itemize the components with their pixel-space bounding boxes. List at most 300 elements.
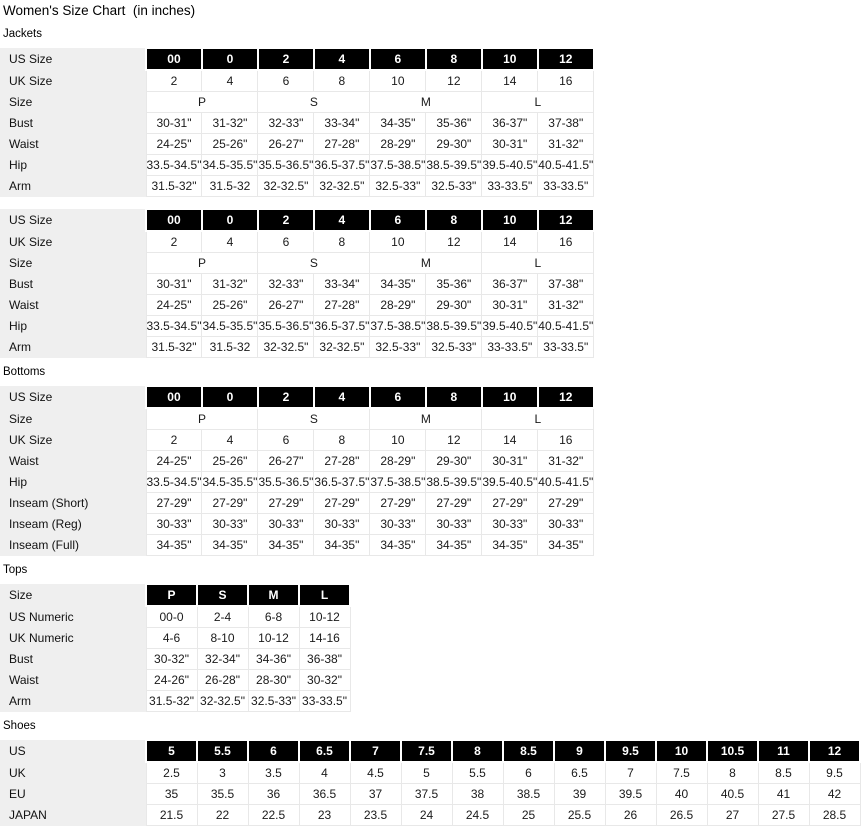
- size-value-cell: 39.5-40.5": [482, 316, 538, 337]
- size-value-cell: 26.5: [656, 805, 707, 826]
- size-value-cell: 35.5-36.5": [258, 472, 314, 493]
- size-value-cell: 4: [202, 231, 258, 253]
- size-value-cell: 27-29": [258, 493, 314, 514]
- size-value-cell: 37-38": [538, 113, 594, 134]
- size-value-cell: 40.5-41.5": [538, 472, 594, 493]
- table-row: [0, 408, 594, 430]
- table-row: [0, 134, 594, 155]
- size-value-cell: 37.5-38.5": [370, 472, 426, 493]
- size-value-cell: M: [370, 92, 482, 113]
- size-value-cell: 10: [370, 231, 426, 253]
- size-value-cell: 30-33": [426, 514, 482, 535]
- row-label: Waist: [0, 134, 146, 155]
- size-value-cell: 4-6: [146, 628, 197, 649]
- size-value-cell: 22.5: [248, 805, 299, 826]
- size-value-cell: 2: [146, 430, 202, 451]
- size-header-cell: 12: [538, 48, 594, 70]
- size-value-cell: 34-35": [538, 535, 594, 556]
- size-value-cell: 31-32": [202, 113, 258, 134]
- size-value-cell: 4: [202, 70, 258, 92]
- row-label: Arm: [0, 176, 146, 197]
- size-value-cell: 39.5-40.5": [482, 472, 538, 493]
- size-header-cell: 5.5: [197, 740, 248, 762]
- size-value-cell: 34-36": [248, 649, 299, 670]
- size-value-cell: 12: [426, 430, 482, 451]
- row-label: JAPAN: [0, 805, 146, 826]
- size-value-cell: 30-31": [482, 451, 538, 472]
- page-title: Women's Size Chart (in inches): [3, 3, 196, 18]
- size-value-cell: L: [482, 92, 594, 113]
- size-value-cell: 21.5: [146, 805, 197, 826]
- row-label: UK Size: [0, 70, 146, 92]
- size-value-cell: 32-33": [258, 113, 314, 134]
- size-value-cell: 5: [401, 762, 452, 784]
- size-value-cell: 31.5-32": [146, 176, 202, 197]
- table-row: [0, 231, 594, 253]
- size-value-cell: 28.5: [809, 805, 860, 826]
- size-value-cell: 28-30": [248, 670, 299, 691]
- size-value-cell: 12: [426, 70, 482, 92]
- size-value-cell: 25.5: [554, 805, 605, 826]
- size-value-cell: 00-0: [146, 606, 197, 628]
- size-value-cell: 24-26": [146, 670, 197, 691]
- size-value-cell: 27-28": [314, 134, 370, 155]
- size-value-cell: 37: [350, 784, 401, 805]
- size-value-cell: 27-28": [314, 451, 370, 472]
- shoes-size-table: [0, 739, 861, 826]
- size-header-cell: M: [248, 584, 299, 606]
- size-header-cell: 12: [538, 386, 594, 408]
- size-header-cell: 0: [202, 209, 258, 231]
- size-value-cell: 30-33": [314, 514, 370, 535]
- size-header-cell: 8: [426, 386, 482, 408]
- size-value-cell: 34-35": [370, 535, 426, 556]
- size-value-cell: 22: [197, 805, 248, 826]
- size-value-cell: 8: [314, 231, 370, 253]
- size-value-cell: 8: [314, 70, 370, 92]
- size-value-cell: 27.5: [758, 805, 809, 826]
- size-value-cell: 37.5: [401, 784, 452, 805]
- size-value-cell: 6: [258, 70, 314, 92]
- tops-size-table: [0, 583, 351, 712]
- table-row: [0, 649, 350, 670]
- size-header-cell: 00: [146, 209, 202, 231]
- size-value-cell: L: [482, 408, 594, 430]
- size-header-cell: S: [197, 584, 248, 606]
- table-row: [0, 784, 860, 805]
- size-value-cell: 32-32.5": [258, 337, 314, 358]
- size-value-cell: 14-16: [299, 628, 350, 649]
- size-value-cell: 8: [707, 762, 758, 784]
- size-value-cell: 32.5-33": [370, 337, 426, 358]
- size-header-cell: 00: [146, 48, 202, 70]
- size-value-cell: 23.5: [350, 805, 401, 826]
- size-value-cell: 32.5-33": [248, 691, 299, 712]
- size-value-cell: 24.5: [452, 805, 503, 826]
- section-jackets: [0, 28, 861, 358]
- size-value-cell: 14: [482, 231, 538, 253]
- jackets-size-table-2: [0, 208, 595, 358]
- size-value-cell: 31-32": [538, 295, 594, 316]
- size-header-cell: 2: [258, 209, 314, 231]
- size-value-cell: 6: [258, 231, 314, 253]
- row-label: US Size: [0, 48, 146, 70]
- size-value-cell: 2-4: [197, 606, 248, 628]
- size-value-cell: 32.5-33": [426, 176, 482, 197]
- table-row: [0, 48, 594, 70]
- size-value-cell: 3.5: [248, 762, 299, 784]
- size-value-cell: 6: [258, 430, 314, 451]
- size-header-cell: 10: [482, 386, 538, 408]
- size-value-cell: 30-33": [202, 514, 258, 535]
- size-value-cell: 37.5-38.5": [370, 155, 426, 176]
- size-value-cell: 8-10: [197, 628, 248, 649]
- size-value-cell: 26-27": [258, 451, 314, 472]
- size-value-cell: 40.5: [707, 784, 758, 805]
- size-value-cell: 42: [809, 784, 860, 805]
- size-value-cell: 32-32.5": [314, 176, 370, 197]
- row-label: UK Size: [0, 231, 146, 253]
- size-header-cell: 12: [809, 740, 860, 762]
- size-value-cell: 36.5: [299, 784, 350, 805]
- size-value-cell: 32-33": [258, 274, 314, 295]
- table-row: [0, 740, 860, 762]
- size-header-cell: 10: [482, 209, 538, 231]
- size-header-cell: 6: [370, 209, 426, 231]
- row-label: Hip: [0, 316, 146, 337]
- table-row: [0, 762, 860, 784]
- size-header-cell: 0: [202, 48, 258, 70]
- table-row: [0, 691, 350, 712]
- size-value-cell: 10: [370, 70, 426, 92]
- size-value-cell: 34-35": [426, 535, 482, 556]
- size-value-cell: 27-29": [426, 493, 482, 514]
- size-value-cell: 34-35": [370, 113, 426, 134]
- size-value-cell: 38.5: [503, 784, 554, 805]
- table-row: [0, 316, 594, 337]
- table-row: [0, 493, 594, 514]
- size-header-cell: 0: [202, 386, 258, 408]
- size-value-cell: 35.5: [197, 784, 248, 805]
- size-value-cell: 9.5: [809, 762, 860, 784]
- size-value-cell: 38.5-39.5": [426, 316, 482, 337]
- size-value-cell: 28-29": [370, 451, 426, 472]
- table-row: [0, 274, 594, 295]
- section-bottoms: [0, 366, 861, 556]
- table-row: [0, 70, 594, 92]
- row-label: US Numeric: [0, 606, 146, 628]
- size-value-cell: 41: [758, 784, 809, 805]
- size-value-cell: 34.5-35.5": [202, 155, 258, 176]
- size-value-cell: 30-31": [482, 295, 538, 316]
- size-value-cell: 7.5: [656, 762, 707, 784]
- size-value-cell: 39.5-40.5": [482, 155, 538, 176]
- size-header-cell: 10.5: [707, 740, 758, 762]
- size-value-cell: 4.5: [350, 762, 401, 784]
- size-value-cell: 29-30": [426, 134, 482, 155]
- size-value-cell: 35-36": [426, 274, 482, 295]
- size-value-cell: 33-34": [314, 274, 370, 295]
- size-header-cell: 4: [314, 386, 370, 408]
- size-value-cell: 25-26": [202, 451, 258, 472]
- table-row: [0, 209, 594, 231]
- table-row: [0, 628, 350, 649]
- size-value-cell: 6-8: [248, 606, 299, 628]
- size-header-cell: L: [299, 584, 350, 606]
- row-label: US: [0, 740, 146, 762]
- size-value-cell: 31-32": [202, 274, 258, 295]
- size-value-cell: 30-33": [538, 514, 594, 535]
- size-header-cell: 2: [258, 386, 314, 408]
- size-value-cell: 38.5-39.5": [426, 472, 482, 493]
- size-value-cell: 36-37": [482, 274, 538, 295]
- size-value-cell: 30-33": [146, 514, 202, 535]
- row-label: Bust: [0, 649, 146, 670]
- size-header-cell: 7: [350, 740, 401, 762]
- size-value-cell: 38.5-39.5": [426, 155, 482, 176]
- row-label: Bust: [0, 274, 146, 295]
- table-row: [0, 253, 594, 274]
- row-label: Inseam (Reg): [0, 514, 146, 535]
- size-header-cell: 11: [758, 740, 809, 762]
- row-label: US Size: [0, 209, 146, 231]
- size-value-cell: 34-35": [482, 535, 538, 556]
- size-header-cell: 12: [538, 209, 594, 231]
- row-label: Hip: [0, 155, 146, 176]
- size-value-cell: 33-34": [314, 113, 370, 134]
- size-value-cell: 2: [146, 231, 202, 253]
- size-value-cell: 4: [299, 762, 350, 784]
- size-value-cell: 31-32": [538, 451, 594, 472]
- size-value-cell: 8: [314, 430, 370, 451]
- row-label: Size: [0, 408, 146, 430]
- row-label: EU: [0, 784, 146, 805]
- size-value-cell: 37-38": [538, 274, 594, 295]
- size-value-cell: 27-29": [370, 493, 426, 514]
- size-value-cell: 26-27": [258, 295, 314, 316]
- row-label: Arm: [0, 691, 146, 712]
- row-label: Hip: [0, 472, 146, 493]
- size-value-cell: 27-28": [314, 295, 370, 316]
- size-value-cell: 30-31": [146, 113, 202, 134]
- size-header-cell: 6: [370, 386, 426, 408]
- size-header-cell: 7.5: [401, 740, 452, 762]
- size-value-cell: 27: [707, 805, 758, 826]
- size-value-cell: 27-29": [146, 493, 202, 514]
- size-value-cell: 39.5: [605, 784, 656, 805]
- size-value-cell: 24-25": [146, 134, 202, 155]
- size-value-cell: 40.5-41.5": [538, 316, 594, 337]
- size-value-cell: 40: [656, 784, 707, 805]
- size-value-cell: 14: [482, 70, 538, 92]
- size-header-cell: 8.5: [503, 740, 554, 762]
- size-value-cell: L: [482, 253, 594, 274]
- size-value-cell: 34.5-35.5": [202, 472, 258, 493]
- row-label: Bust: [0, 113, 146, 134]
- size-value-cell: 26-28": [197, 670, 248, 691]
- size-value-cell: 34-35": [258, 535, 314, 556]
- size-value-cell: 16: [538, 430, 594, 451]
- table-row: [0, 451, 594, 472]
- size-header-cell: 10: [656, 740, 707, 762]
- size-value-cell: S: [258, 92, 370, 113]
- section-label-jackets: Jackets: [3, 28, 42, 40]
- size-value-cell: 32-34": [197, 649, 248, 670]
- size-value-cell: 33.5-34.5": [146, 316, 202, 337]
- size-value-cell: 32-32.5": [258, 176, 314, 197]
- size-value-cell: 16: [538, 70, 594, 92]
- size-value-cell: 32-32.5": [314, 337, 370, 358]
- size-value-cell: 10-12: [248, 628, 299, 649]
- section-label-tops: Tops: [3, 564, 28, 576]
- table-row: [0, 514, 594, 535]
- row-label: Inseam (Full): [0, 535, 146, 556]
- size-value-cell: 33-33.5": [299, 691, 350, 712]
- table-row: [0, 584, 350, 606]
- size-value-cell: 35.5-36.5": [258, 316, 314, 337]
- size-value-cell: 30-31": [146, 274, 202, 295]
- size-value-cell: 27-29": [202, 493, 258, 514]
- table-row: [0, 295, 594, 316]
- size-value-cell: 36.5-37.5": [314, 316, 370, 337]
- size-header-cell: 10: [482, 48, 538, 70]
- size-value-cell: 10-12: [299, 606, 350, 628]
- size-value-cell: 27-29": [482, 493, 538, 514]
- size-header-cell: 6: [248, 740, 299, 762]
- size-value-cell: 34-35": [146, 535, 202, 556]
- size-value-cell: 8.5: [758, 762, 809, 784]
- section-label-bottoms: Bottoms: [3, 366, 46, 378]
- row-label: US Size: [0, 386, 146, 408]
- size-value-cell: 34.5-35.5": [202, 316, 258, 337]
- size-value-cell: 30-33": [258, 514, 314, 535]
- size-value-cell: 34-35": [202, 535, 258, 556]
- size-value-cell: 6: [503, 762, 554, 784]
- size-value-cell: 3: [197, 762, 248, 784]
- size-value-cell: S: [258, 408, 370, 430]
- row-label: Waist: [0, 451, 146, 472]
- size-value-cell: 38: [452, 784, 503, 805]
- table-row: [0, 535, 594, 556]
- size-value-cell: P: [146, 408, 258, 430]
- size-header-cell: 9: [554, 740, 605, 762]
- size-value-cell: 5.5: [452, 762, 503, 784]
- row-label: UK: [0, 762, 146, 784]
- size-value-cell: 16: [538, 231, 594, 253]
- size-value-cell: 31.5-32": [146, 337, 202, 358]
- size-header-cell: 2: [258, 48, 314, 70]
- table-row: [0, 155, 594, 176]
- size-value-cell: 2.5: [146, 762, 197, 784]
- jackets-size-table-1: [0, 47, 595, 197]
- size-value-cell: 34-35": [370, 274, 426, 295]
- size-value-cell: 33-33.5": [482, 337, 538, 358]
- size-value-cell: M: [370, 408, 482, 430]
- size-value-cell: 27-29": [314, 493, 370, 514]
- size-value-cell: 32.5-33": [370, 176, 426, 197]
- size-value-cell: 29-30": [426, 295, 482, 316]
- size-header-cell: 00: [146, 386, 202, 408]
- size-value-cell: 30-32": [299, 670, 350, 691]
- size-value-cell: 40.5-41.5": [538, 155, 594, 176]
- section-tops: [0, 564, 861, 712]
- size-value-cell: 25-26": [202, 295, 258, 316]
- size-value-cell: 33.5-34.5": [146, 472, 202, 493]
- size-header-cell: 8: [452, 740, 503, 762]
- size-value-cell: 30-33": [370, 514, 426, 535]
- size-value-cell: 36.5-37.5": [314, 472, 370, 493]
- row-label: Inseam (Short): [0, 493, 146, 514]
- size-value-cell: 31-32": [538, 134, 594, 155]
- size-value-cell: 31.5-32": [146, 691, 197, 712]
- row-label: UK Numeric: [0, 628, 146, 649]
- row-label: Waist: [0, 670, 146, 691]
- size-value-cell: 30-32": [146, 649, 197, 670]
- size-value-cell: 29-30": [426, 451, 482, 472]
- size-value-cell: 31.5-32: [202, 176, 258, 197]
- row-label: Size: [0, 92, 146, 113]
- size-header-cell: 4: [314, 209, 370, 231]
- bottoms-size-table: [0, 385, 595, 556]
- size-value-cell: 39: [554, 784, 605, 805]
- section-label-shoes: Shoes: [3, 720, 36, 732]
- size-value-cell: 31.5-32: [202, 337, 258, 358]
- row-label: Waist: [0, 295, 146, 316]
- size-header-cell: 5: [146, 740, 197, 762]
- size-value-cell: 33.5-34.5": [146, 155, 202, 176]
- row-label: Arm: [0, 337, 146, 358]
- size-value-cell: 33-33.5": [482, 176, 538, 197]
- table-row: [0, 472, 594, 493]
- size-value-cell: 25: [503, 805, 554, 826]
- size-value-cell: 27-29": [538, 493, 594, 514]
- table-row: [0, 92, 594, 113]
- size-value-cell: 26: [605, 805, 656, 826]
- table-row: [0, 430, 594, 451]
- size-value-cell: 2: [146, 70, 202, 92]
- table-row: [0, 176, 594, 197]
- size-value-cell: 36: [248, 784, 299, 805]
- table-row: [0, 805, 860, 826]
- size-header-cell: 4: [314, 48, 370, 70]
- size-value-cell: 35: [146, 784, 197, 805]
- size-header-cell: 8: [426, 48, 482, 70]
- size-value-cell: 28-29": [370, 295, 426, 316]
- table-row: [0, 606, 350, 628]
- size-header-cell: P: [146, 584, 197, 606]
- size-value-cell: P: [146, 92, 258, 113]
- size-value-cell: 32.5-33": [426, 337, 482, 358]
- size-value-cell: 24: [401, 805, 452, 826]
- size-value-cell: 37.5-38.5": [370, 316, 426, 337]
- size-value-cell: M: [370, 253, 482, 274]
- size-value-cell: 33-33.5": [538, 337, 594, 358]
- table-row: [0, 337, 594, 358]
- size-header-cell: 6: [370, 48, 426, 70]
- size-value-cell: 4: [202, 430, 258, 451]
- size-header-cell: 8: [426, 209, 482, 231]
- size-value-cell: 14: [482, 430, 538, 451]
- table-row: [0, 113, 594, 134]
- size-value-cell: 26-27": [258, 134, 314, 155]
- size-value-cell: 12: [426, 231, 482, 253]
- size-value-cell: 35.5-36.5": [258, 155, 314, 176]
- size-value-cell: 28-29": [370, 134, 426, 155]
- size-value-cell: 23: [299, 805, 350, 826]
- size-value-cell: 25-26": [202, 134, 258, 155]
- size-value-cell: 32-32.5": [197, 691, 248, 712]
- size-value-cell: 30-33": [482, 514, 538, 535]
